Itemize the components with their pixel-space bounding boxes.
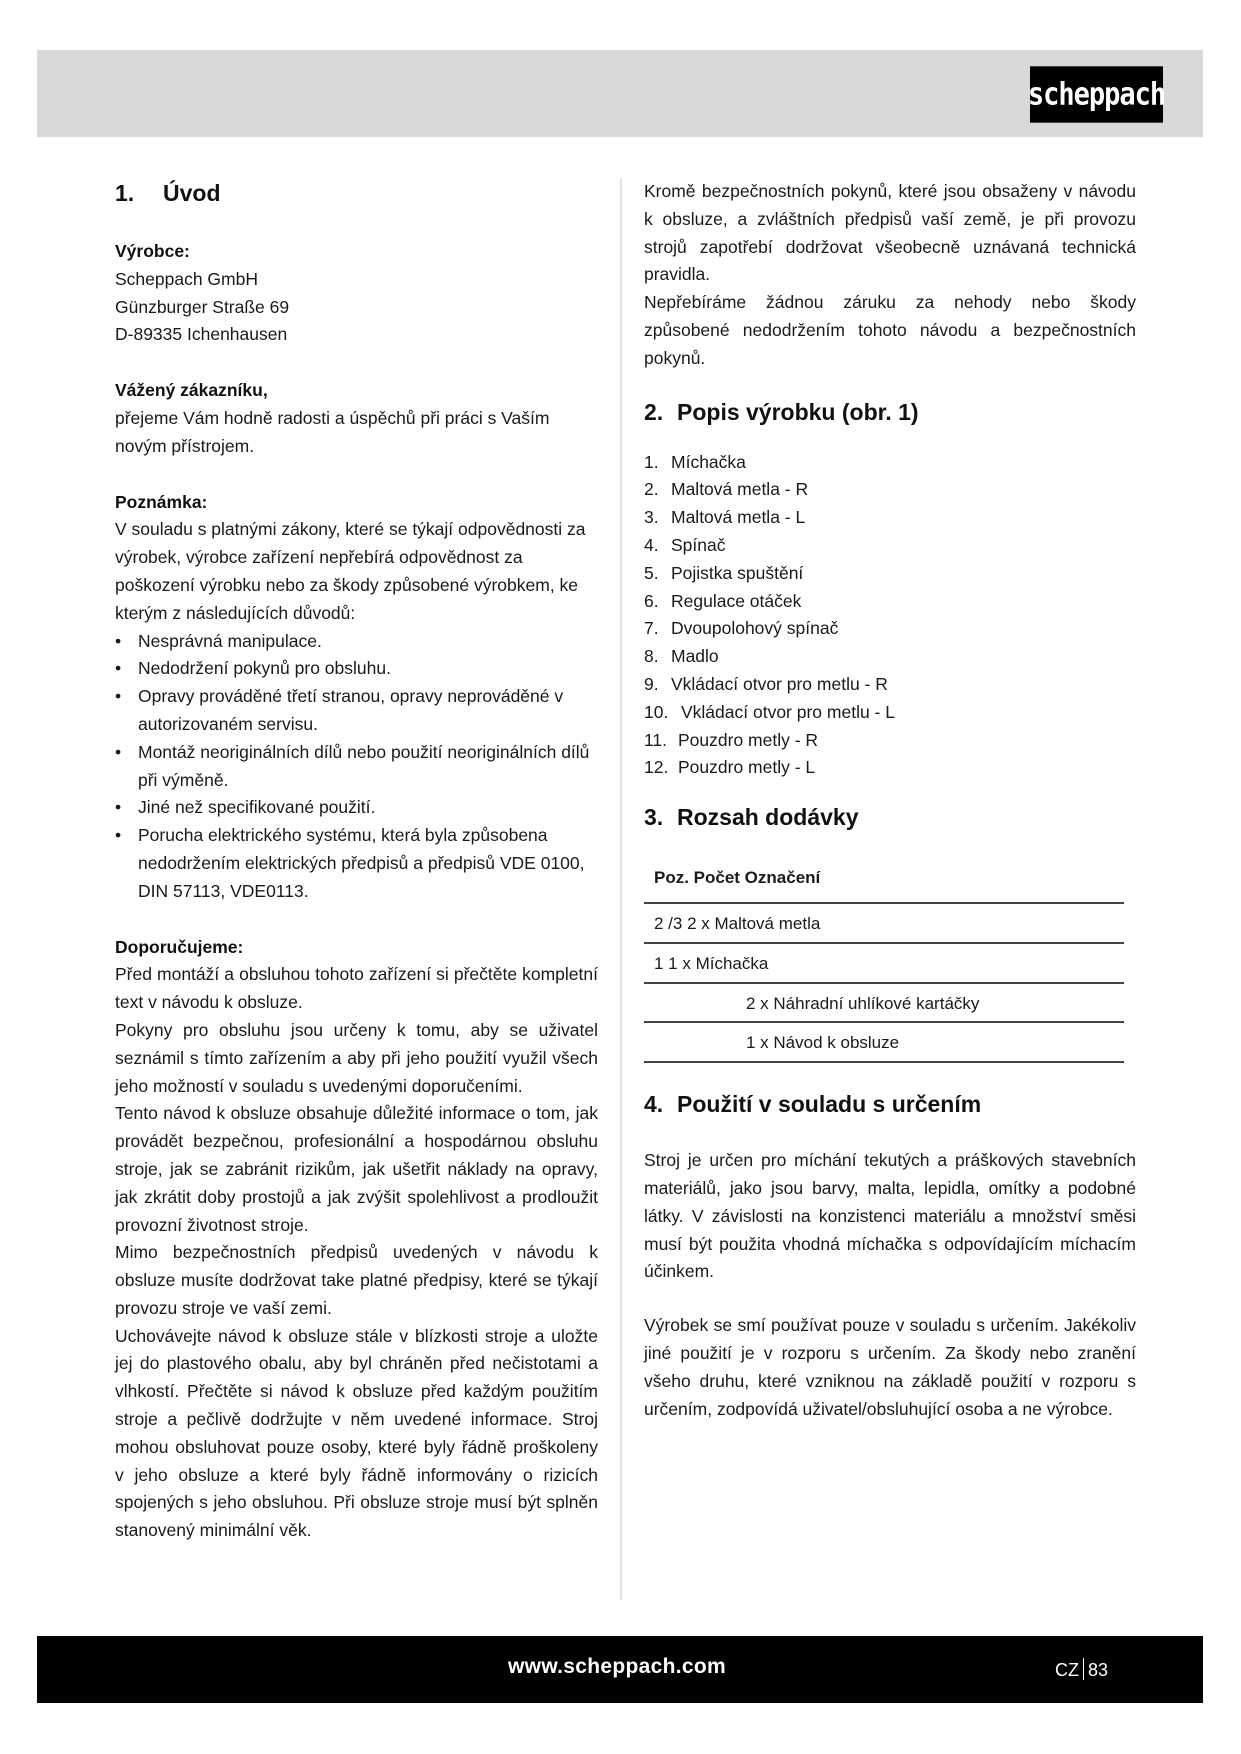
usage-paragraph: Výrobek se smí používat pouze v souladu s určením. Jakékoliv jiné použití je v rozporu s určením. Za škody nebo zranění všeho druhu, které vzniknou na základě použití v rozporu s určením, zodpovídá uživatel/obsluhující osoba a ne výrobce. xyxy=(644,1315,1136,1419)
recommend-paragraph: Uchovávejte návod k obsluze stále v blízkosti stroje a uložte jej do plastového obalu, aby byl chráněn před nečistotami a vlhkostí. Přečtěte si návod k obsluze před každým použitím stroje a pečlivě dodržujte v něm uvedené informace. Stroj mohou obsluhovat pouze osoby, které byly řádně proškoleny v jeho obsluze a které byly řádně informovány o rizicích spojených s jeho obsluhou. Při obsluze stroje musí být splněn stanovený minimální věk. xyxy=(115,1325,598,1541)
logo-text: scheppach xyxy=(1027,76,1166,113)
left-column xyxy=(115,178,598,1545)
manufacturer-line: Günzburger Straße 69 xyxy=(115,296,290,317)
list-item: • Jiné než specifikované použití. xyxy=(115,794,598,822)
table-row: 2 x Náhradní uhlíkové kartáčky xyxy=(644,983,1124,1023)
usage-paragraph: Stroj je určen pro míchání tekutých a práškových stavebních materiálů, jako jsou barvy, malta, lepidla, omítky a podobné látky. V závislosti na konzistenci materiálu a množství směsi musí být použita vhodná míchačka s odpovídajícím míchacím účinkem. xyxy=(644,1150,1136,1282)
section-3-heading: 3. Rozsah dodávky xyxy=(644,804,859,831)
note-label: Poznámka: xyxy=(115,491,208,512)
manufacturer-label: Výrobce: xyxy=(115,241,190,261)
list-item: 3. Maltová metla - L xyxy=(644,507,806,528)
intro-paragraph: Kromě bezpečnostních pokynů, které jsou obsaženy v návodu k obsluze, a zvláštních předpisů vaší země, je při provozu strojů zapotřebí dodržovat všeobecně uznávaná technická pravidla. xyxy=(644,181,1136,285)
list-item: • Porucha elektrického systému, která byla způsobena nedodržením elektrických předpisů a předpisů VDE 0100, DIN 57113, VDE0113. xyxy=(115,822,598,905)
note-text: V souladu s platnými zákony, které se týkají odpovědnosti za výrobek, výrobce zařízení nepřebírá odpovědnost za poškození výrobku nebo za škody způsobené výrobkem, ke kterým z následujících důvodů: xyxy=(115,519,586,623)
recommend-paragraph: Před montáží a obsluhou tohoto zařízení si přečtěte kompletní text v návodu k obsluze. xyxy=(115,964,598,1013)
page-indicator xyxy=(1055,1658,1108,1681)
recommend-paragraph: Tento návod k obsluze obsahuje důležité informace o tom, jak provádět bezpečnou, profesionální a hospodárnou obsluhu stroje, jak se zabránit rizikům, jak ušetřit náklady na opravy, jak zkrátit doby prostojů a jak zvýšit spolehlivost a prodloužit provozní životnost stroje. xyxy=(115,1103,598,1235)
section-1-heading: 1. Úvod xyxy=(115,180,221,206)
list-item: 4. Spínač xyxy=(644,534,726,555)
list-item: 1. Míchačka xyxy=(644,451,746,472)
table-header: Poz. Počet Označení xyxy=(644,858,1124,903)
separator xyxy=(1083,1658,1084,1680)
section-2-title: Popis výrobku (obr. 1) xyxy=(677,398,919,425)
right-column xyxy=(644,178,1136,1423)
table-row: 1 1 x Míchačka xyxy=(644,943,1124,983)
column-divider xyxy=(620,178,622,1600)
section-4-title: Použití v souladu s určením xyxy=(677,1091,982,1118)
table-row: 1 x Návod k obsluze xyxy=(644,1022,1124,1062)
list-item: 2. Maltová metla - R xyxy=(644,479,809,500)
section-4-heading: 4. Použití v souladu s určením xyxy=(644,1091,982,1118)
liability-list xyxy=(115,628,598,906)
table-row: 2 /3 2 x Maltová metla xyxy=(644,903,1124,943)
recommend-paragraph: Pokyny pro obsluhu jsou určeny k tomu, aby se uživatel seznámil s tímto zařízením a aby při jeho použití využil všech jeho možností v souladu s uvedenými doporučeními. xyxy=(115,1019,598,1096)
list-item: • Montáž neoriginálních dílů nebo použití neoriginálních dílů při výměně. xyxy=(115,739,598,795)
list-item: • Nedodržení pokynů pro obsluhu. xyxy=(115,655,598,683)
list-item: • Nesprávná manipulace. xyxy=(115,628,598,656)
language-code: CZ xyxy=(1055,1660,1079,1680)
greeting-label: Vážený zákazníku, xyxy=(115,380,268,401)
list-item: 5. Pojistka spuštění xyxy=(644,562,804,583)
section-2-heading: 2. Popis výrobku (obr. 1) xyxy=(644,398,919,425)
section-1-title: Úvod xyxy=(163,180,221,206)
footer-url[interactable]: www.scheppach.com xyxy=(508,1655,726,1678)
recommend-paragraph: Mimo bezpečnostních předpisů uvedených v návodu k obsluze musíte dodržovat take platné předpisy, které se týkají provozu stroje ve vaší zemi. xyxy=(115,1242,598,1318)
list-item: 10. Vkládací otvor pro metlu - L xyxy=(644,701,895,722)
list-item: • Opravy prováděné třetí stranou, opravy neprováděné v autorizovaném servisu. xyxy=(115,683,598,739)
list-item: 8. Madlo xyxy=(644,646,719,667)
page-number: 83 xyxy=(1088,1660,1109,1680)
list-item: 7. Dvoupolohový spínač xyxy=(644,618,839,639)
section-3-title: Rozsah dodávky xyxy=(677,804,859,831)
footer-bar xyxy=(37,1636,1203,1703)
list-item: 12. Pouzdro metly - L xyxy=(644,757,816,778)
list-item: 6. Regulace otáček xyxy=(644,590,802,611)
greeting-text: přejeme Vám hodně radosti a úspěchů při práci s Vaším novým přístrojem. xyxy=(115,407,550,456)
manufacturer-line: D-89335 Ichenhausen xyxy=(115,324,288,345)
intro-paragraph: Nepřebíráme žádnou záruku za nehody nebo škody způsobené nedodržením tohoto návodu a bezpečnostních pokynů. xyxy=(644,292,1136,368)
list-item: 11. Pouzdro metly - R xyxy=(644,729,819,750)
recommend-label: Doporučujeme: xyxy=(115,936,244,957)
parts-list xyxy=(644,449,1136,783)
scheppach-logo xyxy=(1027,66,1166,122)
delivery-scope-table xyxy=(644,858,1124,1063)
manufacturer-line: Scheppach GmbH xyxy=(115,268,258,289)
list-item: 9. Vkládací otvor pro metlu - R xyxy=(644,673,888,694)
